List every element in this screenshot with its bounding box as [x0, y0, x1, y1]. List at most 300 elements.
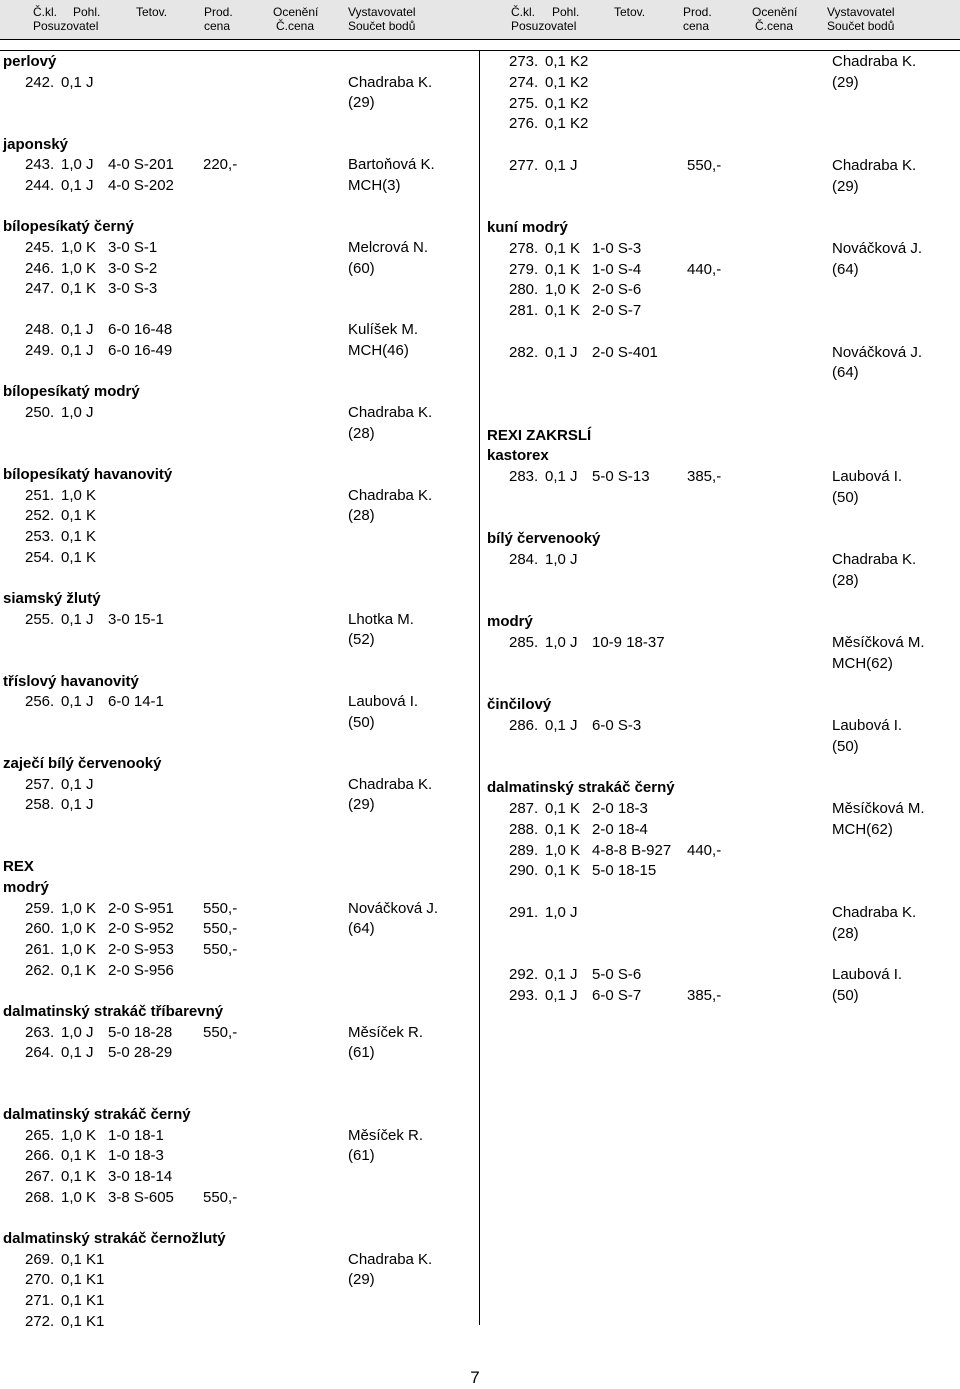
entry-number: 285.: [509, 634, 539, 651]
entry-tattoo: 4-0 S-201: [108, 156, 174, 174]
entry-row: [3, 630, 463, 650]
section-heading: [487, 778, 947, 798]
entry-exhibitor: (61): [348, 1044, 375, 1062]
entry-row: [487, 716, 947, 736]
entry-tattoo: 2-0 18-3: [592, 800, 648, 817]
entry-row: [3, 320, 463, 340]
entry-price: 440,-: [687, 841, 722, 859]
entry-number: 267.: [25, 1168, 55, 1186]
entry-number: 272.: [25, 1312, 55, 1330]
entry-sex: 0,1 K2: [545, 73, 589, 91]
entry-number: 242.: [25, 73, 55, 91]
entry-row: [3, 527, 463, 547]
entry-row: [3, 486, 463, 506]
entry-row: [3, 73, 463, 93]
entry-row: [3, 1043, 463, 1063]
entry-exhibitor: Nováčková J.: [348, 899, 439, 917]
header-col-tattoo: Tetov.: [136, 5, 168, 19]
entry-exhibitor: Laubová I.: [832, 717, 903, 734]
entry-exhibitor: (29): [348, 796, 375, 814]
section-heading: [3, 672, 463, 692]
entry-exhibitor: (60): [348, 259, 375, 277]
entry-exhibitor: Bartoňová K.: [348, 156, 435, 174]
entry-sex: 0,1 K: [61, 961, 97, 979]
entry-number: 265.: [25, 1126, 55, 1144]
entry-sex: 0,1 J: [61, 1044, 94, 1062]
column-divider: [479, 50, 480, 1325]
section-heading: [487, 218, 947, 238]
entry-exhibitor: Laubová I.: [832, 468, 903, 485]
header-col-points-sum: Součet bodů: [827, 19, 895, 33]
entry-sex: 0,1 K1: [61, 1271, 105, 1289]
entry-number: 253.: [25, 528, 55, 545]
entry-price: 385,-: [687, 986, 722, 1004]
section-heading: [3, 754, 463, 774]
entry-row: [487, 260, 947, 280]
entry-row: [487, 488, 947, 508]
entry-exhibitor: Chadraba K.: [348, 73, 433, 91]
breed-color-heading: modrý: [3, 879, 49, 896]
entry-sex: 0,1 J: [61, 775, 94, 793]
breed-color-heading: bílopesíkatý havanovitý: [3, 466, 173, 483]
entry-price: 440,-: [687, 260, 722, 278]
entry-row: [3, 1167, 463, 1187]
breed-color-heading: zaječí bílý červenooký: [3, 755, 162, 773]
section-heading: [3, 1105, 463, 1125]
entry-row: [487, 301, 947, 321]
entry-sex: 0,1 K1: [61, 1250, 105, 1268]
entry-sex: 1,0 J: [545, 634, 578, 651]
entry-price: 550,-: [203, 1023, 238, 1041]
breed-color-heading: kuní modrý: [487, 219, 568, 236]
entry-row: [487, 841, 947, 861]
header-col-exhibitor: Vystavovatel: [827, 5, 895, 19]
entry-row: [3, 259, 463, 279]
entry-row: [487, 114, 947, 134]
entry-sex: 0,1 J: [545, 717, 578, 734]
entry-sex: 0,1 J: [545, 966, 578, 983]
entry-row: [487, 633, 947, 653]
entry-number: 286.: [509, 717, 539, 734]
entry-sex: 0,1 K2: [545, 115, 589, 133]
entry-number: 259.: [25, 899, 55, 917]
entry-sex: 0,1 J: [61, 610, 94, 628]
entry-tattoo: 4-0 S-202: [108, 176, 174, 194]
entry-number: 277.: [509, 156, 539, 174]
header-col-sex: Pohl.: [73, 5, 101, 19]
entry-row: [3, 1312, 463, 1332]
entry-row: [3, 610, 463, 630]
section-heading: [487, 612, 947, 632]
entry-tattoo: 3-0 S-2: [108, 259, 158, 277]
entry-sex: 0,1 J: [61, 73, 94, 91]
entry-price: 550,-: [203, 899, 238, 917]
entry-tattoo: 2-0 S-7: [592, 302, 642, 319]
entry-exhibitor: Chadraba K.: [348, 1250, 433, 1268]
entry-sex: 0,1 K: [61, 280, 97, 298]
entry-number: 258.: [25, 796, 55, 814]
entry-number: 248.: [25, 321, 55, 339]
entry-row: [3, 713, 463, 733]
entry-sex: 0,1 J: [61, 321, 94, 339]
entry-number: 260.: [25, 920, 55, 938]
entry-exhibitor: Chadraba K.: [348, 404, 433, 421]
entry-number: 244.: [25, 176, 55, 194]
breed-color-heading: činčilový: [487, 696, 552, 714]
section-heading: [3, 465, 463, 485]
entry-row: [487, 737, 947, 757]
entry-exhibitor: Chadraba K.: [832, 551, 917, 568]
entry-tattoo: 6-0 S-3: [592, 717, 642, 734]
entry-exhibitor: Kulíšek M.: [348, 321, 419, 339]
entry-number: 251.: [25, 486, 55, 504]
entry-tattoo: 6-0 14-1: [108, 693, 164, 711]
entry-number: 270.: [25, 1271, 55, 1289]
header-col-points-sum: Součet bodů: [348, 19, 416, 33]
entry-number: 281.: [509, 302, 539, 319]
entry-exhibitor: (50): [832, 986, 859, 1004]
entry-row: [3, 1250, 463, 1270]
entry-sex: 1,0 K: [61, 238, 97, 256]
header-col-rating: Ocenění: [273, 5, 319, 19]
entry-exhibitor: (64): [832, 364, 859, 382]
header-col-prize-no: Č.cena: [755, 19, 794, 33]
entry-exhibitor: MCH(62): [832, 820, 893, 838]
entry-sex: 0,1 K1: [61, 1292, 105, 1309]
entry-number: 284.: [509, 551, 539, 568]
entry-sex: 1,0 K: [61, 920, 97, 938]
entry-row: [487, 177, 947, 197]
section-heading: [487, 529, 947, 549]
header-col-exhibitor: Vystavovatel: [348, 5, 416, 19]
entry-row: [3, 93, 463, 113]
entry-exhibitor: Nováčková J.: [832, 343, 923, 361]
entry-sex: 0,1 K: [545, 302, 581, 319]
entry-price: 220,-: [203, 156, 238, 174]
entry-row: [3, 238, 463, 258]
entry-row: [487, 799, 947, 819]
entry-sex: 0,1 J: [545, 986, 578, 1004]
entry-number: 283.: [509, 468, 539, 485]
entry-sex: 0,1 K: [61, 1147, 97, 1165]
entry-number: 252.: [25, 507, 55, 525]
entry-row: [3, 424, 463, 444]
header-rule-top: [0, 39, 960, 40]
entry-price: 385,-: [687, 468, 722, 485]
entry-row: [3, 279, 463, 299]
entry-row: [3, 548, 463, 568]
breed-color-heading: bílý červenooký: [487, 530, 601, 548]
entry-sex: 1,0 K: [61, 259, 97, 277]
section-heading: [3, 217, 463, 237]
entry-number: 269.: [25, 1250, 55, 1268]
header-col-judge: Posuzovatel: [33, 19, 99, 33]
entry-row: [3, 341, 463, 361]
entry-exhibitor: (50): [832, 737, 859, 755]
entry-tattoo: 5-0 S-6: [592, 966, 642, 983]
entry-row: [3, 775, 463, 795]
entry-sex: 0,1 K: [545, 820, 581, 838]
section-heading: [487, 426, 947, 446]
section-heading: [3, 1229, 463, 1249]
entry-tattoo: 5-0 18-15: [592, 862, 657, 880]
entry-row: [487, 52, 947, 72]
header-col-prize: cena: [683, 19, 710, 33]
entry-row: [3, 1126, 463, 1146]
entry-row: [3, 506, 463, 526]
entry-number: 288.: [509, 820, 539, 838]
entry-tattoo: 1-0 18-3: [108, 1147, 164, 1165]
entry-row: [3, 1023, 463, 1043]
entry-row: [487, 654, 947, 674]
entry-tattoo: 2-0 S-6: [592, 281, 642, 299]
entry-exhibitor: Měsíček R.: [348, 1023, 424, 1041]
entry-row: [487, 571, 947, 591]
entry-number: 278.: [509, 239, 539, 257]
entry-number: 261.: [25, 940, 55, 958]
section-heading: [3, 857, 463, 877]
entry-number: 249.: [25, 342, 55, 360]
entry-sex: 0,1 K2: [545, 94, 589, 112]
entry-exhibitor: (28): [832, 924, 859, 942]
entry-exhibitor: (64): [832, 260, 859, 278]
entry-sex: 0,1 K: [545, 239, 581, 257]
header-col-sex: Pohl.: [552, 5, 580, 19]
entry-sex: 1,0 K: [545, 281, 581, 299]
entry-sex: 1,0 J: [61, 156, 94, 174]
entry-row: [487, 239, 947, 259]
entry-price: 550,-: [687, 156, 722, 174]
breed-color-heading: REX: [3, 858, 34, 876]
entry-sex: 1,0 K: [61, 1126, 97, 1144]
entry-price: 550,-: [203, 940, 238, 958]
entry-sex: 0,1 J: [61, 342, 94, 360]
entry-sex: 0,1 K1: [61, 1312, 105, 1330]
header-col-judge: Posuzovatel: [511, 19, 577, 33]
entry-sex: 0,1 J: [545, 343, 578, 361]
breed-color-heading: dalmatinský strakáč černý: [487, 779, 675, 797]
entry-number: 282.: [509, 343, 539, 361]
entry-row: [3, 403, 463, 423]
entry-number: 268.: [25, 1188, 55, 1206]
entry-exhibitor: Laubová I.: [348, 693, 419, 711]
entry-tattoo: 10-9 18-37: [592, 634, 665, 651]
entry-tattoo: 3-0 S-1: [108, 238, 158, 256]
entry-exhibitor: (29): [832, 73, 859, 91]
entry-number: 245.: [25, 238, 55, 256]
entry-number: 273.: [509, 53, 539, 70]
entry-tattoo: 2-0 S-401: [592, 343, 658, 361]
entry-sex: 1,0 K: [61, 899, 97, 917]
entry-number: 257.: [25, 775, 55, 793]
section-heading: [3, 135, 463, 155]
entry-sex: 0,1 K: [61, 528, 97, 545]
entry-tattoo: 3-8 S-605: [108, 1188, 174, 1206]
entry-number: 266.: [25, 1147, 55, 1165]
entry-tattoo: 3-0 18-14: [108, 1168, 173, 1186]
entry-row: [487, 820, 947, 840]
entry-exhibitor: Chadraba K.: [832, 156, 917, 174]
entry-tattoo: 5-0 28-29: [108, 1044, 173, 1062]
entry-sex: 0,1 J: [61, 693, 94, 711]
entry-number: 263.: [25, 1023, 55, 1041]
entry-number: 287.: [509, 800, 539, 817]
entry-sex: 1,0 K: [61, 940, 97, 958]
entry-sex: 0,1 K: [61, 1168, 97, 1186]
header-col-rating: Ocenění: [752, 5, 798, 19]
entry-exhibitor: (29): [348, 1271, 375, 1289]
entry-tattoo: 2-0 S-953: [108, 940, 174, 958]
entry-sex: 0,1 K: [545, 800, 581, 817]
entry-row: [3, 899, 463, 919]
entry-tattoo: 5-0 18-28: [108, 1023, 173, 1041]
entry-number: 275.: [509, 94, 539, 112]
entry-price: 550,-: [203, 920, 238, 938]
breed-color-heading: dalmatinský strakáč černožlutý: [3, 1230, 226, 1247]
entry-row: [3, 940, 463, 960]
entry-tattoo: 2-0 S-952: [108, 920, 174, 938]
entry-number: 255.: [25, 610, 55, 628]
entry-tattoo: 1-0 18-1: [108, 1126, 164, 1144]
section-heading: [487, 446, 947, 466]
entry-sex: 0,1 K2: [545, 53, 589, 70]
entry-exhibitor: (64): [348, 920, 375, 938]
section-heading: [3, 52, 463, 72]
section-heading: [3, 382, 463, 402]
entry-sex: 1,0 J: [61, 1023, 94, 1041]
entry-sex: 1,0 J: [545, 551, 578, 568]
breed-color-heading: perlový: [3, 53, 57, 70]
entry-exhibitor: (28): [348, 507, 375, 525]
entry-number: 279.: [509, 260, 539, 278]
entry-sex: 1,0 K: [61, 486, 97, 504]
entry-row: [487, 73, 947, 93]
entry-number: 274.: [509, 73, 539, 91]
entry-row: [487, 94, 947, 114]
entry-exhibitor: (52): [348, 631, 375, 649]
entry-number: 247.: [25, 280, 55, 298]
entry-sex: 0,1 J: [61, 176, 94, 194]
entry-sex: 0,1 J: [61, 796, 94, 814]
entry-tattoo: 6-0 16-49: [108, 342, 173, 360]
entry-exhibitor: (28): [348, 424, 375, 442]
entry-tattoo: 2-0 S-956: [108, 961, 174, 979]
entry-exhibitor: Měsíček R.: [348, 1126, 424, 1144]
entry-row: [3, 1270, 463, 1290]
breed-color-heading: bílopesíkatý černý: [3, 218, 134, 236]
entry-exhibitor: MCH(3): [348, 176, 401, 194]
entry-number: 290.: [509, 862, 539, 880]
entry-exhibitor: (28): [832, 571, 859, 589]
breed-color-heading: dalmatinský strakáč černý: [3, 1106, 191, 1124]
entry-sex: 1,0 J: [61, 404, 94, 421]
entry-sex: 0,1 K: [545, 862, 581, 880]
entry-exhibitor: Měsíčková M.: [832, 800, 925, 817]
entry-exhibitor: Chadraba K.: [832, 903, 917, 921]
entry-sex: 1,0 J: [545, 903, 578, 921]
entry-number: 246.: [25, 259, 55, 277]
entry-tattoo: 2-0 18-4: [592, 820, 648, 838]
entry-sex: 0,1 J: [545, 468, 578, 485]
header-col-class-no: Č.kl.: [33, 5, 57, 19]
entry-number: 271.: [25, 1292, 55, 1309]
entry-exhibitor: Laubová I.: [832, 966, 903, 983]
entry-number: 292.: [509, 966, 539, 983]
column-header-bar: [0, 0, 960, 39]
entry-exhibitor: Lhotka M.: [348, 610, 414, 628]
section-heading: [3, 589, 463, 609]
page-number: 7: [470, 1368, 480, 1387]
entry-sex: 0,1 K: [545, 260, 581, 278]
entry-number: 264.: [25, 1044, 55, 1062]
entry-row: [487, 280, 947, 300]
entry-row: [3, 1291, 463, 1311]
entry-row: [3, 1188, 463, 1208]
header-col-class-no: Č.kl.: [511, 5, 535, 19]
header-col-tattoo: Tetov.: [614, 5, 646, 19]
entry-row: [3, 795, 463, 815]
entry-row: [487, 467, 947, 487]
entry-tattoo: 6-0 16-48: [108, 321, 173, 339]
entry-exhibitor: Chadraba K.: [348, 775, 433, 793]
entry-sex: 0,1 J: [545, 156, 578, 174]
entry-sex: 1,0 K: [545, 841, 581, 859]
section-heading: [3, 878, 463, 898]
entry-tattoo: 1-0 S-3: [592, 239, 642, 257]
entry-exhibitor: (50): [348, 713, 375, 731]
header-col-price: Prod.: [204, 5, 233, 19]
entry-exhibitor: (50): [832, 488, 859, 506]
entry-exhibitor: Chadraba K.: [832, 53, 917, 70]
entry-number: 243.: [25, 156, 55, 174]
entry-row: [487, 861, 947, 881]
entry-row: [487, 924, 947, 944]
entry-row: [487, 965, 947, 985]
breed-color-heading: bílopesíkatý modrý: [3, 383, 140, 401]
entry-row: [487, 343, 947, 363]
header-col-prize-no: Č.cena: [276, 19, 315, 33]
breed-color-heading: REXI ZAKRSLÍ: [487, 426, 592, 444]
entry-number: 293.: [509, 986, 539, 1004]
section-heading: [3, 1002, 463, 1022]
entry-sex: 0,1 K: [61, 507, 97, 525]
entry-tattoo: 3-0 S-3: [108, 280, 158, 298]
breed-color-heading: japonský: [3, 135, 69, 153]
entry-price: 550,-: [203, 1188, 238, 1206]
entry-row: [487, 903, 947, 923]
entry-sex: 0,1 K: [61, 548, 97, 566]
entry-row: [3, 1146, 463, 1166]
entry-number: 256.: [25, 693, 55, 711]
entry-exhibitor: (61): [348, 1147, 375, 1165]
entry-exhibitor: Měsíčková M.: [832, 634, 925, 651]
entry-exhibitor: (29): [832, 177, 859, 195]
breed-color-heading: dalmatinský strakáč tříbarevný: [3, 1002, 224, 1020]
entry-tattoo: 6-0 S-7: [592, 986, 642, 1004]
entry-row: [3, 155, 463, 175]
entry-row: [487, 363, 947, 383]
breed-color-heading: kastorex: [487, 447, 549, 465]
entry-row: [3, 176, 463, 196]
entry-row: [3, 692, 463, 712]
entry-row: [487, 986, 947, 1006]
breed-color-heading: modrý: [487, 613, 533, 631]
entry-exhibitor: Chadraba K.: [348, 486, 433, 504]
entry-exhibitor: MCH(62): [832, 654, 893, 672]
entry-tattoo: 4-8-8 B-927: [592, 841, 672, 859]
header-col-price: Prod.: [683, 5, 712, 19]
breed-color-heading: siamský žlutý: [3, 589, 101, 607]
